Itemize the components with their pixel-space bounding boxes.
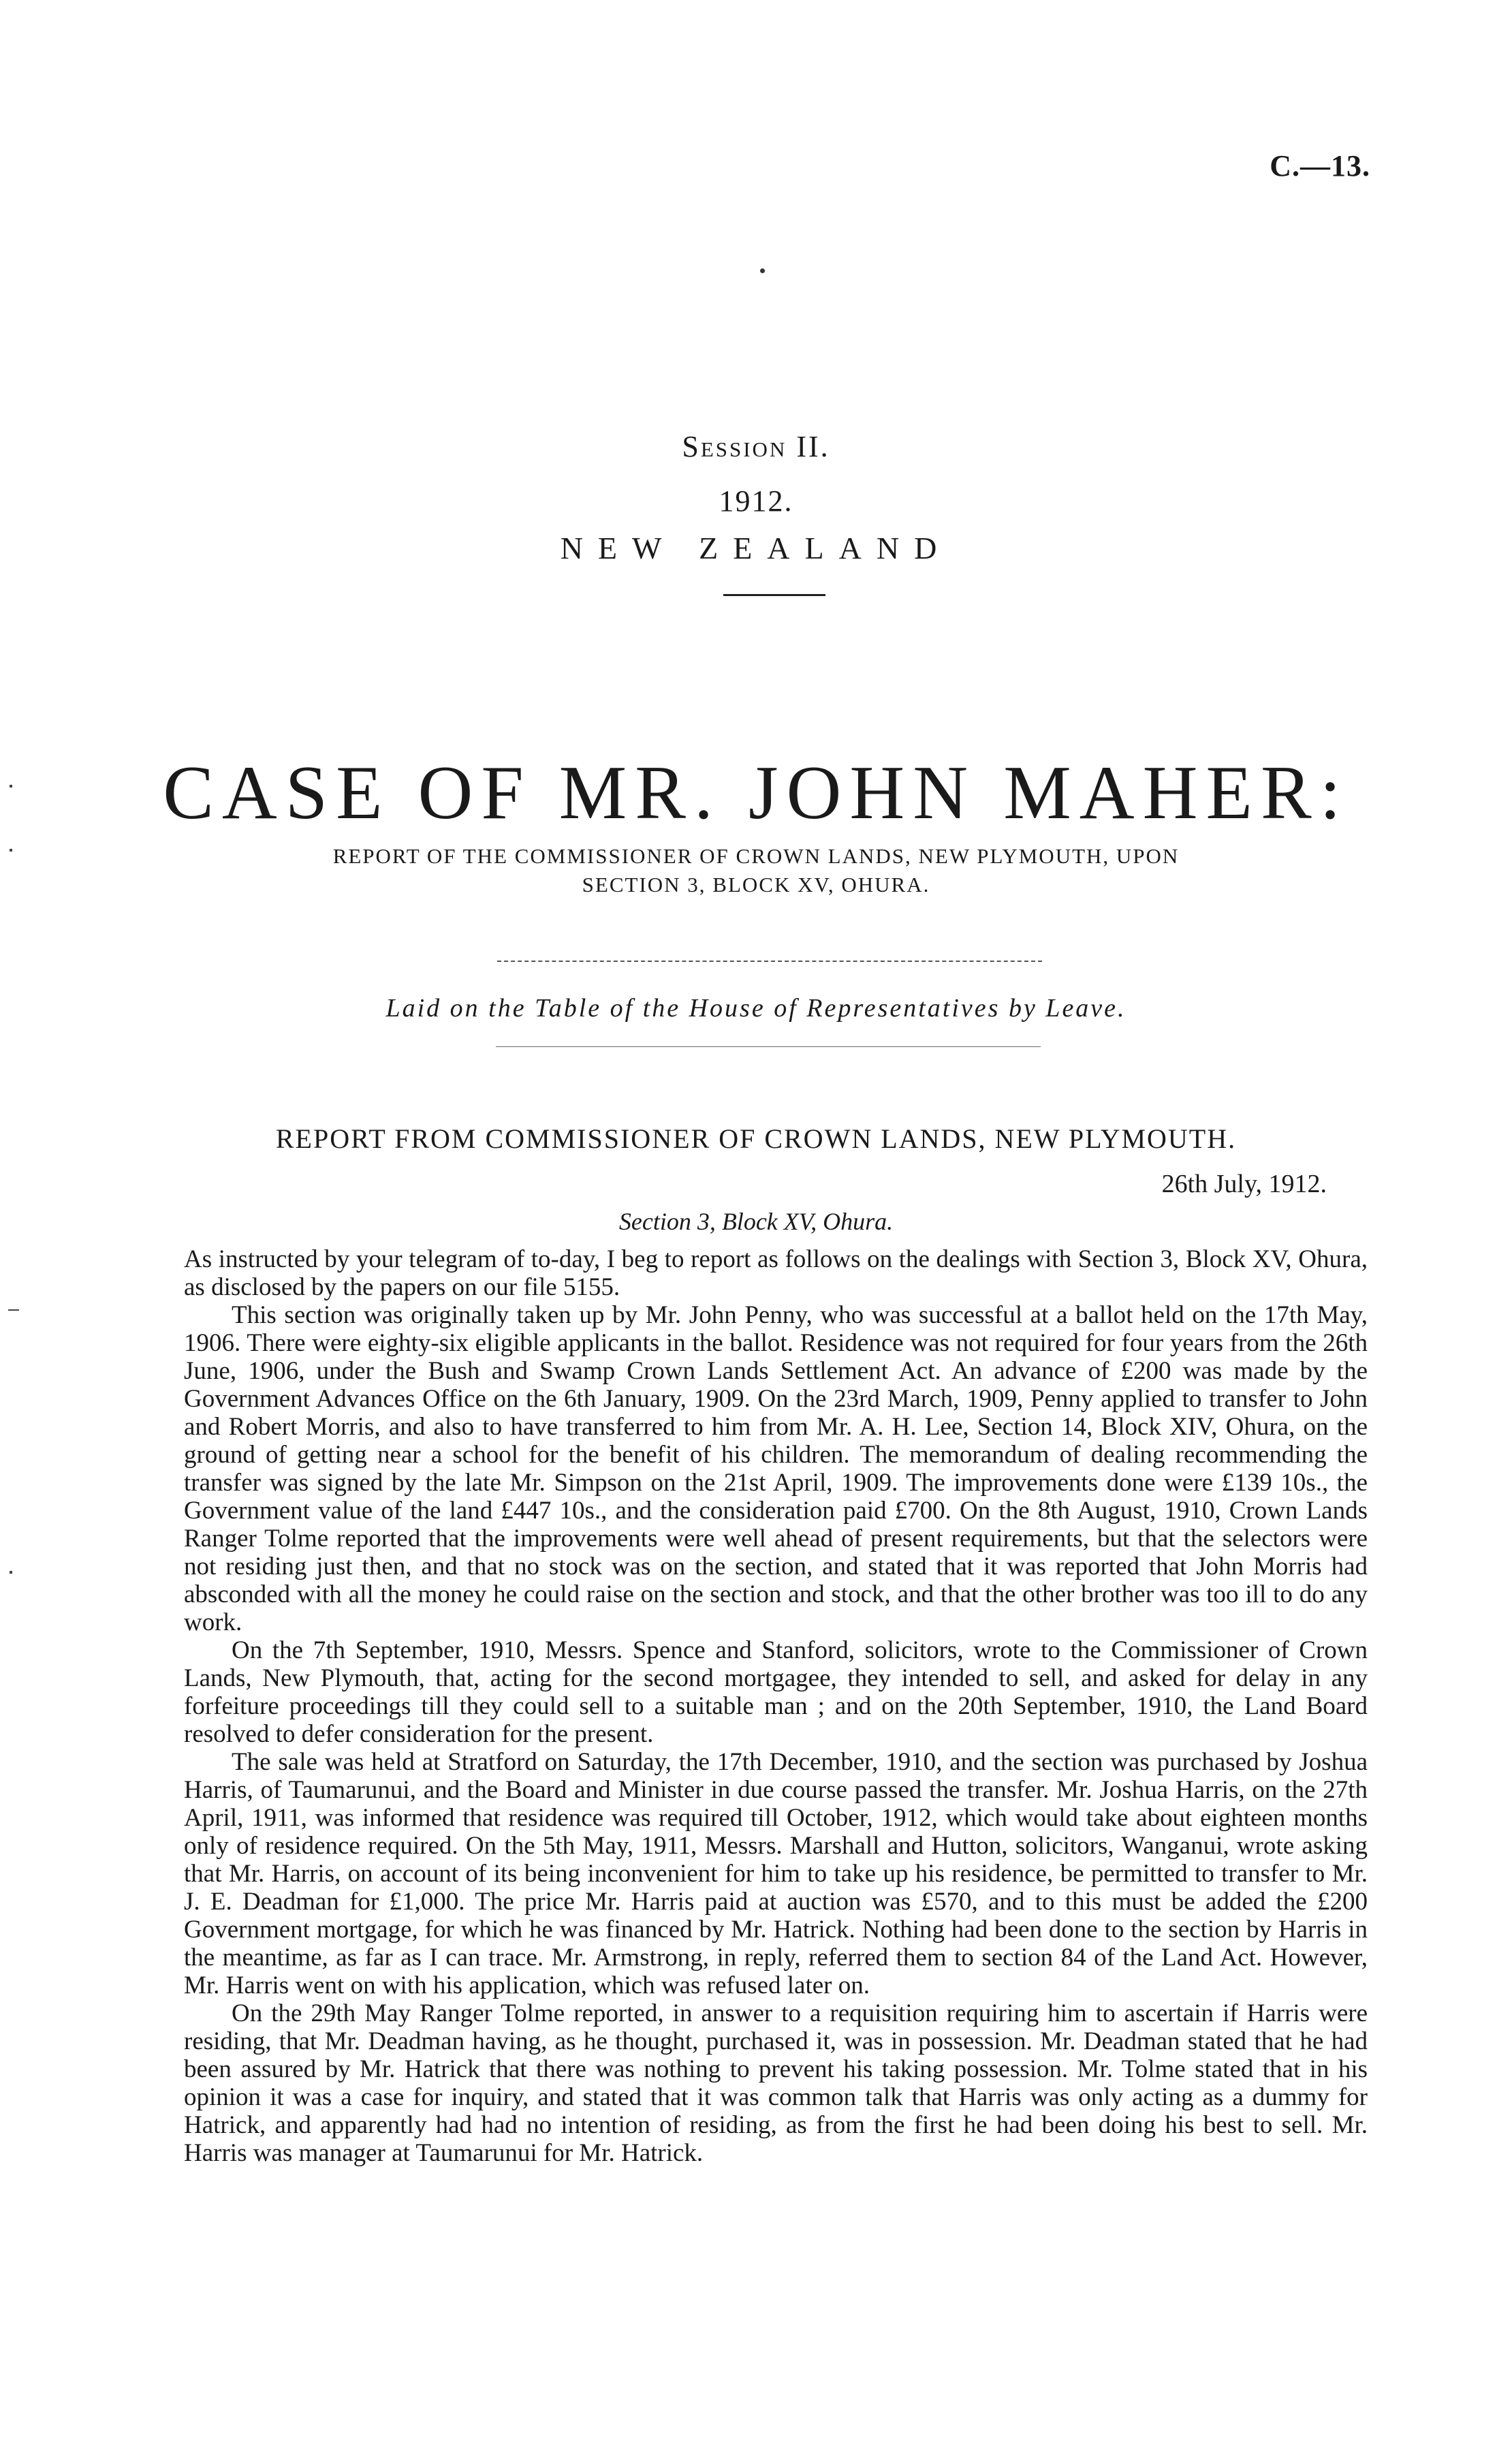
document-title: CASE OF MR. JOHN MAHER: [163,751,1349,835]
report-date: 26th July, 1912. [1161,1170,1327,1198]
document-subtitle [0,842,1512,899]
dashed-rule-lower [496,1046,1041,1047]
session-year: 1912. [719,484,793,518]
report-heading: REPORT FROM COMMISSIONER OF CROWN LANDS, NEW PLYMOUTH. [275,1123,1237,1154]
paragraph-4: The sale was held at Stratford on Saturday, the 17th December, 1910, and the section was purchased by Joshua Harris, of Taumarunui, and the Board and Minister in due course passed the transfer. Mr. Joshua Harris, on the 27th April, 1911, was informed that residence was required till October, 1912, which would take about eighteen months only of residence required. On the 5th May, 1911, Messrs. Marshall and Hutton, solicitors, Wanganui, wrote asking that Mr. Harris, on account of its being inconvenient for him to take up his residence, be permitted to transfer to Mr. J. E. Deadman for £1,000. The price Mr. Harris paid at auction was £570, and to this must be added the £200 Government mortgage, for which he was financed by Mr. Hatrick. Nothing had been done to the section by Harris in the meantime, as far as I can trace. Mr. Armstrong, in reply, referred them to section 84 of the Land Act. However, Mr. Harris went on with his application, which was refused later on. [184,1748,1368,1999]
subtitle-line-2: SECTION 3, BLOCK XV, OHURA. [582,873,930,897]
print-speck [760,268,765,273]
dashed-rule-upper [497,961,1042,962]
header-rule [723,594,825,596]
margin-speck [8,1309,19,1311]
country-name: NEW ZEALAND [560,531,952,565]
report-body [184,1245,1368,2167]
paragraph-2: This section was originally taken up by Mr. John Penny, who was successful at a ballot held on the 17th May, 1906. There were eighty-six eligible applicants in the ballot. Residence was not required for four years from the 26th June, 1906, under the Bush and Swamp Crown Lands Settlement Act. An advance of £200 was made by the Government Advances Office on the 6th January, 1909. On the 23rd March, 1909, Penny applied to transfer to John and Robert Morris, and also to have transferred to him from Mr. A. H. Lee, Section 14, Block XIV, Ohura, on the ground of getting near a school for the benefit of his children. The memorandum of dealing recommending the transfer was signed by the late Mr. Simpson on the 21st April, 1909. The improvements done were £139 10s., the Government value of the land £447 10s., and the consideration paid £700. On the 8th August, 1910, Crown Lands Ranger Tolme reported that the improvements were well ahead of present requirements, but that the selectors were not residing just then, and that no stock was on the section, and stated that it was reported that John Morris had absconded with all the money he could raise on the section and stock, and that the other brother was too ill to do any work. [184,1301,1368,1636]
paragraph-3: On the 7th September, 1910, Messrs. Spence and Stanford, solicitors, wrote to the Commissioner of Crown Lands, New Plymouth, that, acting for the second mortgagee, they intended to sell, and asked for delay in any forfeiture proceedings till they could sell to a suitable man ; and on the 20th September, 1910, the Land Board resolved to defer consideration for the present. [184,1636,1368,1748]
section-reference: Section 3, Block XV, Ohura. [618,1208,894,1235]
subtitle-line-1: REPORT OF THE COMMISSIONER OF CROWN LANDS, NEW PLYMOUTH, UPON [332,844,1180,868]
paragraph-5: On the 29th May Ranger Tolme reported, in answer to a requisition requiring him to ascertain if Harris were residing, that Mr. Deadman having, as he thought, purchased it, was in possession. Mr. Deadman stated that he had been assured by Mr. Hatrick that there was nothing to prevent his taking possession. Mr. Tolme stated that in his opinion it was a case for inquiry, and stated that it was common talk that Harris was only acting as a dummy for Hatrick, and apparently had had no intention of residing, as from the first he had been doing his best to sell. Mr. Harris was manager at Taumarunui for Mr. Hatrick. [184,1999,1368,2167]
paragraph-1: As instructed by your telegram of to-day, I beg to report as follows on the dealings with Section 3, Block XV, Ohura, as disclosed by the papers on our file 5155. [184,1245,1368,1301]
margin-speck [10,849,12,852]
session-text: Session II. [682,430,830,463]
document-reference: C.—13. [1270,149,1370,183]
margin-speck [10,1571,12,1574]
margin-speck [10,785,12,788]
session-label [0,429,1512,464]
laid-notice: Laid on the Table of the House of Representatives by Leave. [385,994,1127,1023]
